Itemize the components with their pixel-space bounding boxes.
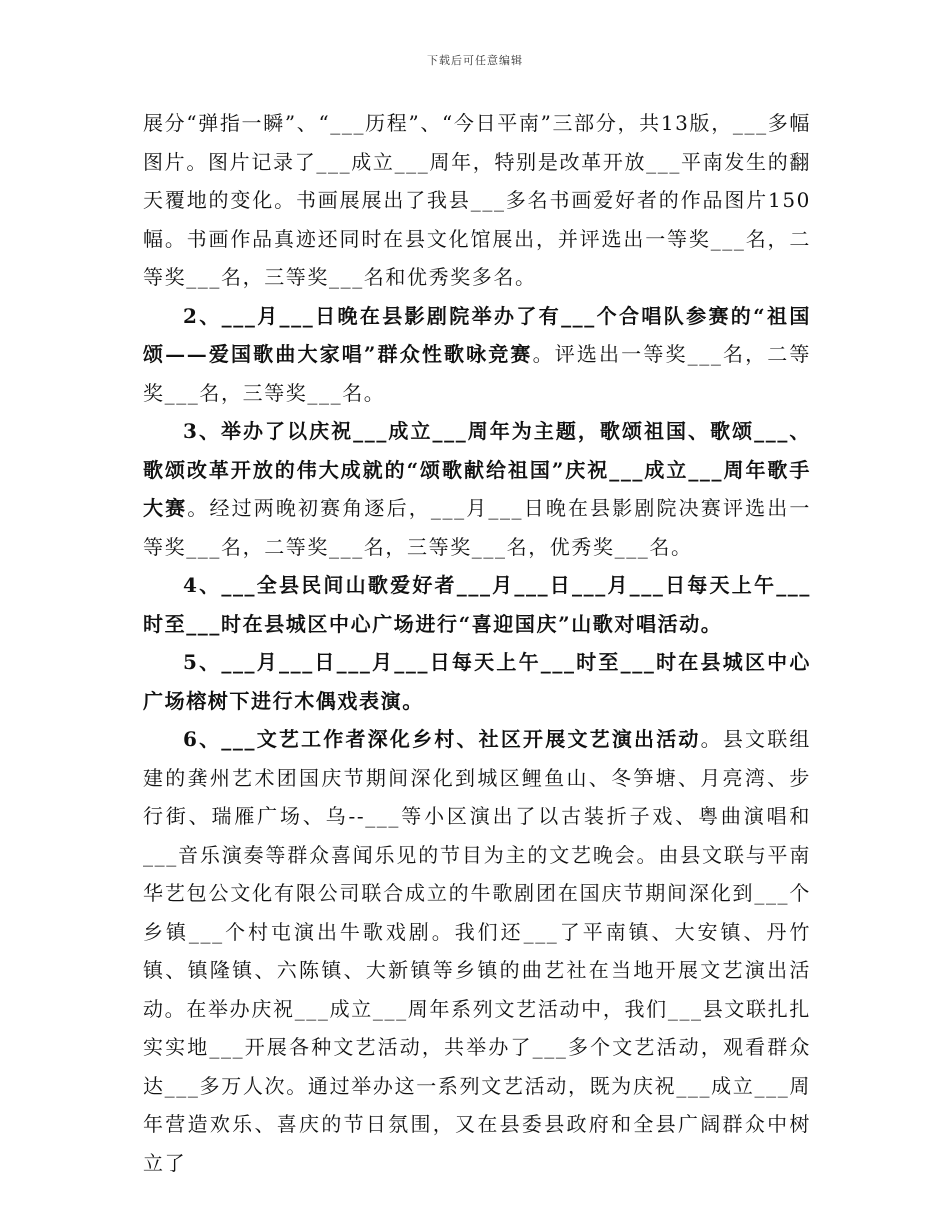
page-header: 下载后可任意编辑 <box>427 54 523 67</box>
paragraph-bold-text: 4、___全县民间山歌爱好者___月___日___月___日每天上午___时至___时在县城区中心广场进行“喜迎国庆”山歌对唱活动。 <box>143 573 811 636</box>
paragraph-text: 。评选出一等奖___名，二等奖___名，三等奖___名。 <box>143 342 811 405</box>
paragraph-bold-text: 2、___月___日晚在县影剧院举办了有___个合唱队参赛的“祖国颂——爱国歌曲大家唱”群众性歌咏竞赛 <box>143 303 811 366</box>
paragraph-bold-text: 3、举办了以庆祝___成立___周年为主题，歌颂祖国、歌颂___、歌颂改革开放的伟大成就的“颂歌献给祖国”庆祝___成立___周年歌手大赛 <box>143 419 811 520</box>
paragraph-item-6 <box>143 720 811 1182</box>
paragraph-item-5 <box>143 643 811 720</box>
paragraph-item-4 <box>143 566 811 643</box>
paragraph-item-3 <box>143 412 811 566</box>
paragraph-bold-text: 6、___文艺工作者深化乡村、社区开展文艺演出活动 <box>183 727 701 751</box>
paragraph-text: 。经过两晚初赛角逐后，___月___日晚在县影剧院决赛评选出一等奖___名，二等奖___名，三等奖___名，优秀奖___名。 <box>143 496 811 559</box>
paragraph-item-2 <box>143 297 811 413</box>
document-body <box>143 104 811 1182</box>
paragraph-exhibition <box>143 104 811 297</box>
paragraph-bold-text: 5、___月___日___月___日每天上午___时至___时在县城区中心广场榕树下进行木偶戏表演。 <box>143 650 811 713</box>
paragraph-text: 展分“弹指一瞬”、“___历程”、“今日平南”三部分，共13版，___多幅图片。图片记录了___成立___周年，特别是改革开放___平南发生的翻天覆地的变化。书画展展出了我县___多名书画爱好者的作品图片150幅。书画作品真迹还同时在县文化馆展出，并评选出一等奖___名，二等奖___名，三等奖___名和优秀奖多名。 <box>143 111 811 289</box>
paragraph-text: 。县文联组建的龚州艺术团国庆节期间深化到城区鲤鱼山、冬笋塘、月亮湾、步行街、瑞雁广场、乌--___等小区演出了以古装折子戏、粤曲演唱和___音乐演奏等群众喜闻乐见的节目为主的文艺晚会。由县文联与平南华艺包公文化有限公司联合成立的牛歌剧团在国庆节期间深化到___个乡镇___个村屯演出牛歌戏剧。我们还___了平南镇、大安镇、丹竹镇、镇隆镇、六陈镇、大新镇等乡镇的曲艺社在当地开展文艺演出活动。在举办庆祝___成立___周年系列文艺活动中，我们___县文联扎扎实实地___开展各种文艺活动，共举办了___多个文艺活动，观看群众达___多万人次。通过举办这一系列文艺活动，既为庆祝___成立___周年营造欢乐、喜庆的节日氛围，又在县委县政府和全县广阔群众中树立了 <box>143 727 812 1175</box>
